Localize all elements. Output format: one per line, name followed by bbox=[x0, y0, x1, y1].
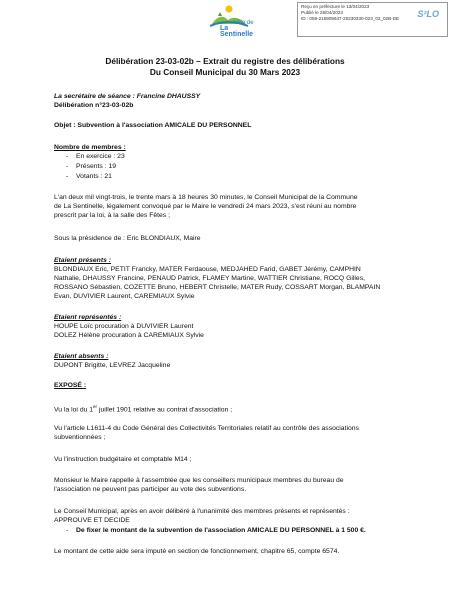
intro-line-2: de La Sentinelle, légalement convoqué par le Maire le vendredi 24 mars 2023, s'est réuni au nombre bbox=[54, 203, 357, 210]
decision-line-2: APPROUVE ET DECIDE bbox=[54, 517, 130, 524]
town-name-small: Ville de bbox=[234, 20, 254, 26]
town-name bbox=[220, 20, 260, 38]
decision-bullet-text: De fixer le montant de la subvention de l'association AMICALE DU PERSONNEL à 1 500 €. bbox=[76, 527, 366, 534]
cgct-line-1: Vu l'article L1611-4 du Code Général des Collectivités Territoriales relatif au contrôle des associations bbox=[54, 425, 359, 432]
budget-imputation: Le montant de cette aide sera imputé en section de fonctionnement, chapitre 65, compte 6574. bbox=[54, 548, 340, 555]
law-1901 bbox=[54, 402, 232, 414]
represented-line-2: DOLEZ Hélène procuration à CAREMIAUX Sylvie bbox=[54, 332, 204, 339]
document-title: Délibération 23-03-02b – Extrait du registre des délibérations bbox=[105, 56, 345, 66]
members-voting-text: Votants : 21 bbox=[76, 173, 112, 180]
members-present: - Présents : 19 bbox=[66, 163, 117, 170]
cgct-line-2: subventionnées ; bbox=[54, 434, 106, 441]
document-subtitle: Du Conseil Municipal du 30 Mars 2023 bbox=[149, 67, 301, 77]
intro-line-3: prescrit par la loi, à la salle des Fêtes ; bbox=[54, 212, 170, 219]
law-1901-post: juillet 1901 relative au contrat d'association ; bbox=[97, 406, 233, 414]
present-heading: Etaient présents : bbox=[54, 257, 112, 264]
absent-line-1: DUPONT Brigitte, LEVREZ Jacqueline bbox=[54, 362, 171, 369]
law-1901-pre: Vu la loi du 1 bbox=[54, 406, 94, 414]
represented-heading: Etaient représentés : bbox=[54, 314, 122, 321]
town-logo bbox=[198, 4, 260, 38]
presidency: Sous la présidence de : Eric BLONDIAUX, Maire bbox=[54, 235, 201, 242]
present-line-4: Evan, DUVIVIER Laurent, CAREMIAUX Sylvie bbox=[54, 293, 195, 300]
decision-line-1: Le Conseil Municipal, après en avoir délibéré à l'unanimité des membres présents et représentés : bbox=[54, 508, 350, 515]
members-in-office-text: En exercice : 23 bbox=[76, 153, 125, 160]
slo-logo: S²LO bbox=[417, 9, 439, 19]
present-line-2: Nathalie, DHAUSSY Francine, PENAUD Patrick, FLAMEY Martine, WATTIER Christiane, ROCQ Gilles, bbox=[54, 275, 365, 282]
stamp-received: Reçu en préfecture le 13/04/2023 bbox=[301, 4, 370, 9]
absent-heading: Etaient absents : bbox=[54, 353, 109, 360]
members-in-office: - En exercice : 23 bbox=[66, 153, 125, 160]
object: Objet : Subvention à l'association AMICALE DU PERSONNEL bbox=[54, 122, 252, 129]
members-present-text: Présents : 19 bbox=[76, 163, 117, 170]
present-line-3: ROSSANO Sébastien, COZETTE Bruno, HEBERT Christelle, MATER Rudy, COSSART Morgan, BLAMPAIN bbox=[54, 284, 381, 291]
m14-instruction: Vu l'instruction budgétaire et comptable M14 ; bbox=[54, 456, 192, 463]
represented-line-1: HOUPE Loïc procuration à DUVIVIER Laurent bbox=[54, 323, 194, 330]
town-name-main: La Sentinelle bbox=[220, 25, 254, 38]
members-heading: Nombre de membres : bbox=[54, 144, 126, 151]
stamp-published: Publié le 28/04/2023 bbox=[301, 10, 343, 15]
law-1901-sup: er bbox=[93, 404, 98, 409]
prefecture-stamp bbox=[297, 2, 448, 37]
intro-line-1: L'an deux mil vingt-trois, le trente mars à 18 heures 30 minutes, le Conseil Municipal de la Commune bbox=[54, 194, 358, 201]
reminder-line-1: Monsieur le Maire rappelle à l'assemblée que les conseillers municipaux membres du bureau de bbox=[54, 477, 344, 484]
stamp-id: ID : 059-215905647-20230330-023_03_02B-DE bbox=[301, 16, 400, 21]
deliberation-number: Délibération n°23-03-02b bbox=[54, 102, 134, 109]
members-voting: - Votants : 21 bbox=[66, 173, 112, 180]
expose-heading: EXPOSÉ : bbox=[54, 382, 87, 389]
decision-bullet: - De fixer le montant de la subvention de l'association AMICALE DU PERSONNEL à 1 500 €. bbox=[66, 527, 366, 534]
reminder-line-2: l'association ne peuvent pas participer au vote des subventions. bbox=[54, 486, 247, 493]
secretary: La secrétaire de séance : Francine DHAUSSY bbox=[54, 93, 201, 100]
present-line-1: BLONDIAUX Eric, PETIT Francky, MATER Ferdaouse, MEDJAHED Farid, GABET Jérémy, CAMPHIN bbox=[54, 266, 361, 273]
